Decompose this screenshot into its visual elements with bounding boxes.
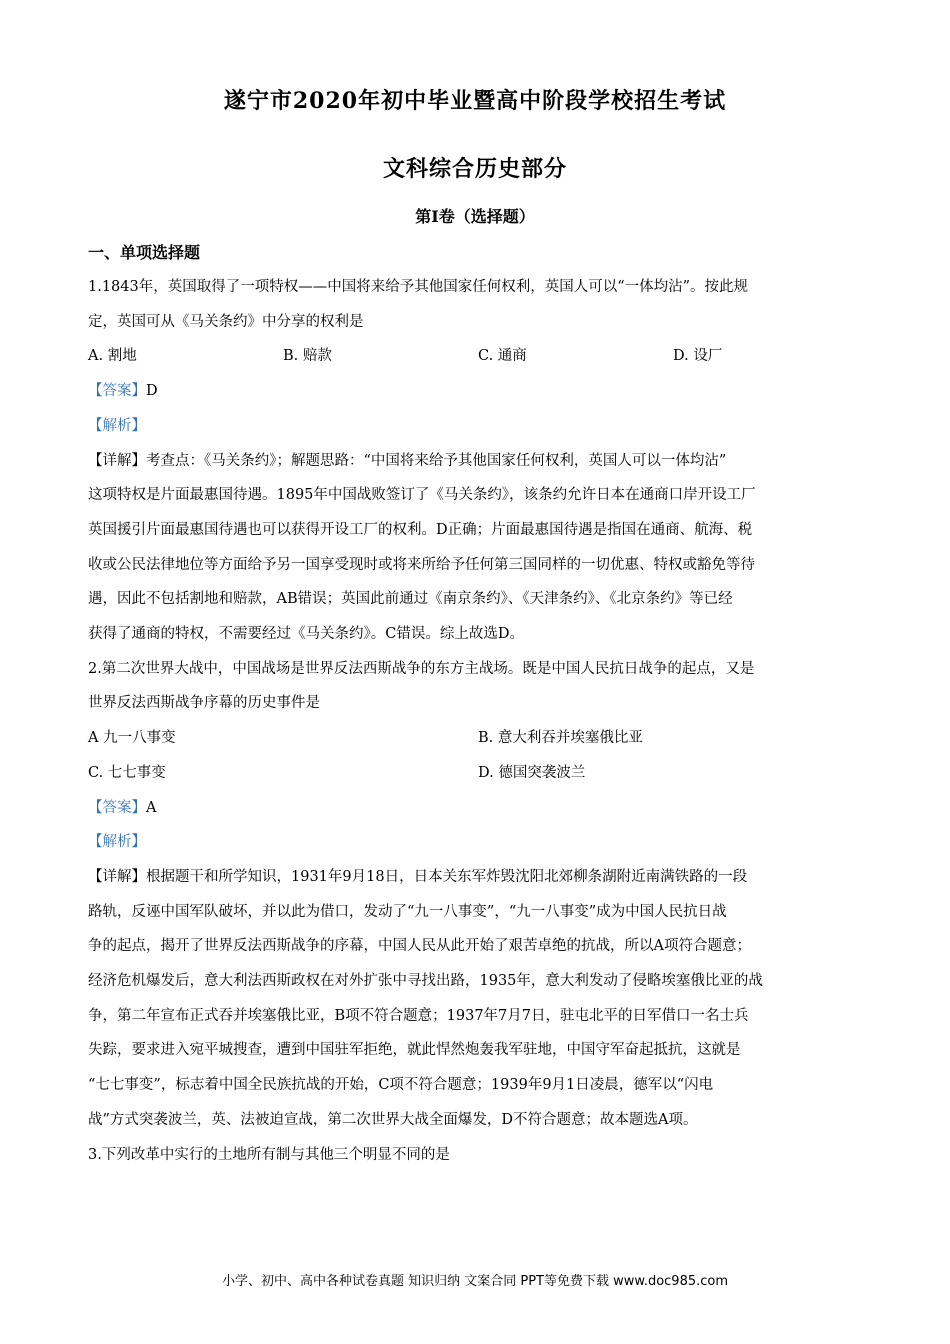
q1-stem-line1: 1.1843年，英国取得了一项特权——中国将来给予其他国家任何权利，英国人可以“一体均沾”。按此规 (88, 279, 749, 295)
exam-title: 遂宁市2020年初中毕业暨高中阶段学校招生考试 (223, 88, 727, 114)
q2-option-c: C. 七七事变 (88, 764, 166, 781)
answer-tag: 【答案】 (88, 799, 146, 816)
q2-detail-line4: 经济危机爆发后，意大利法西斯政权在对外扩张中寻找出路，1935年，意大利发动了侵略埃塞俄比亚的战 (88, 973, 763, 990)
q2-detail-line6: 失踪，要求进入宛平城搜查，遭到中国驻军拒绝，就此悍然炮轰我军驻地，中国守军奋起抵抗，这就是 (88, 1042, 741, 1059)
questions-body (88, 270, 868, 1172)
q2-options-row2 (88, 756, 868, 791)
q1-option-a: A. 割地 (88, 348, 137, 365)
q2-detail-line7: “七七事变”，标志着中国全民族抗战的开始，C项不符合题意；1939年9月1日凌晨，德军以“闪电 (88, 1077, 714, 1094)
detail-tag: 【详解】 (88, 868, 146, 885)
q2-detail-line1: 【详解】根据题干和所学知识，1931年9月18日，日本关东军炸毁沈阳北郊柳条湖附近南满铁路的一段 (88, 868, 748, 885)
q2-option-a: A 九一八事变 (88, 730, 176, 747)
q2-option-b: B. 意大利吞并埃塞俄比亚 (478, 730, 643, 747)
q2-option-d: D. 德国突袭波兰 (478, 764, 586, 781)
page-footer[interactable]: 小学、初中、高中各种试卷真题 知识归纳 文案合同 PPT等免费下载 www.doc985.com (221, 1274, 729, 1289)
exam-subtitle: 文科综合历史部分 (382, 156, 567, 182)
q2-detail-line5: 争，第二年宣布正式吞并埃塞俄比亚，B项不符合题意；1937年7月7日，驻屯北平的日军借口一名士兵 (88, 1007, 749, 1024)
q1-answer-value: D (146, 383, 158, 400)
volume-title: 第Ⅰ卷（选择题） (415, 207, 535, 226)
q2-analysis (88, 825, 868, 860)
q1-detail-line5: 遇，因此不包括割地和赔款，AB错误；英国此前通过《南京条约》、《天津条约》、《北京条约》等已经 (88, 591, 733, 608)
q2-detail-line8: 战”方式突袭波兰，英、法被迫宣战，第二次世界大战全面爆发，D不符合题意；故本题选A项。 (88, 1111, 698, 1128)
q1-detail-line6: 获得了通商的特权，不需要经过《马关条约》。C错误。综上故选D。 (88, 626, 524, 643)
analysis-tag: 【解析】 (88, 417, 146, 434)
q1-answer (88, 374, 868, 409)
q3-stem-line1: 3.下列改革中实行的土地所有制与其他三个明显不同的是 (88, 1146, 450, 1163)
section-title: 一、单项选择题 (88, 243, 201, 262)
q1-options (88, 339, 868, 374)
answer-tag: 【答案】 (88, 383, 146, 400)
q1-detail-line4: 收或公民法律地位等方面给予另一国享受现时或将来所给予任何第三国同样的一切优惠、特权或豁免等待 (88, 556, 755, 573)
q2-detail-line2: 路轨，反诬中国军队破坏，并以此为借口，发动了“九一八事变”，“九一八事变”成为中国人民抗日战 (88, 903, 727, 920)
q1-option-c: C. 通商 (478, 348, 527, 365)
q1-stem-line2: 定，英国可从《马关条约》中分享的权利是 (88, 313, 364, 330)
q1-detail-line2: 这项特权是片面最惠国待遇。1895年中国战败签订了《马关条约》，该条约允许日本在通商口岸开设工厂 (88, 487, 756, 504)
q2-detail-line3: 争的起点，揭开了世界反法西斯战争的序幕，中国人民从此开始了艰苦卓绝的抗战，所以A项符合题意； (88, 938, 751, 955)
q1-detail-line1: 【详解】考查点：《马关条约》；解题思路：“中国将来给予其他国家任何权利，英国人可以一体均沾” (88, 452, 727, 469)
q2-answer-value: A (146, 799, 157, 816)
q2-answer (88, 791, 868, 826)
q1-detail-line3: 英国援引片面最惠国待遇也可以获得开设工厂的权利。D正确；片面最惠国待遇是指国在通商、航海、税 (88, 521, 753, 538)
q2-stem-line1: 2.第二次世界大战中，中国战场是世界反法西斯战争的东方主战场。既是中国人民抗日战争的起点，又是 (88, 660, 755, 677)
q2-options-row1 (88, 721, 868, 756)
q1-analysis (88, 409, 868, 444)
q1-option-d: D. 设厂 (673, 348, 723, 365)
detail-tag: 【详解】 (88, 452, 146, 469)
q2-stem-line2: 世界反法西斯战争序幕的历史事件是 (88, 695, 320, 712)
analysis-tag: 【解析】 (88, 834, 146, 851)
q1-option-b: B. 赔款 (283, 348, 332, 365)
